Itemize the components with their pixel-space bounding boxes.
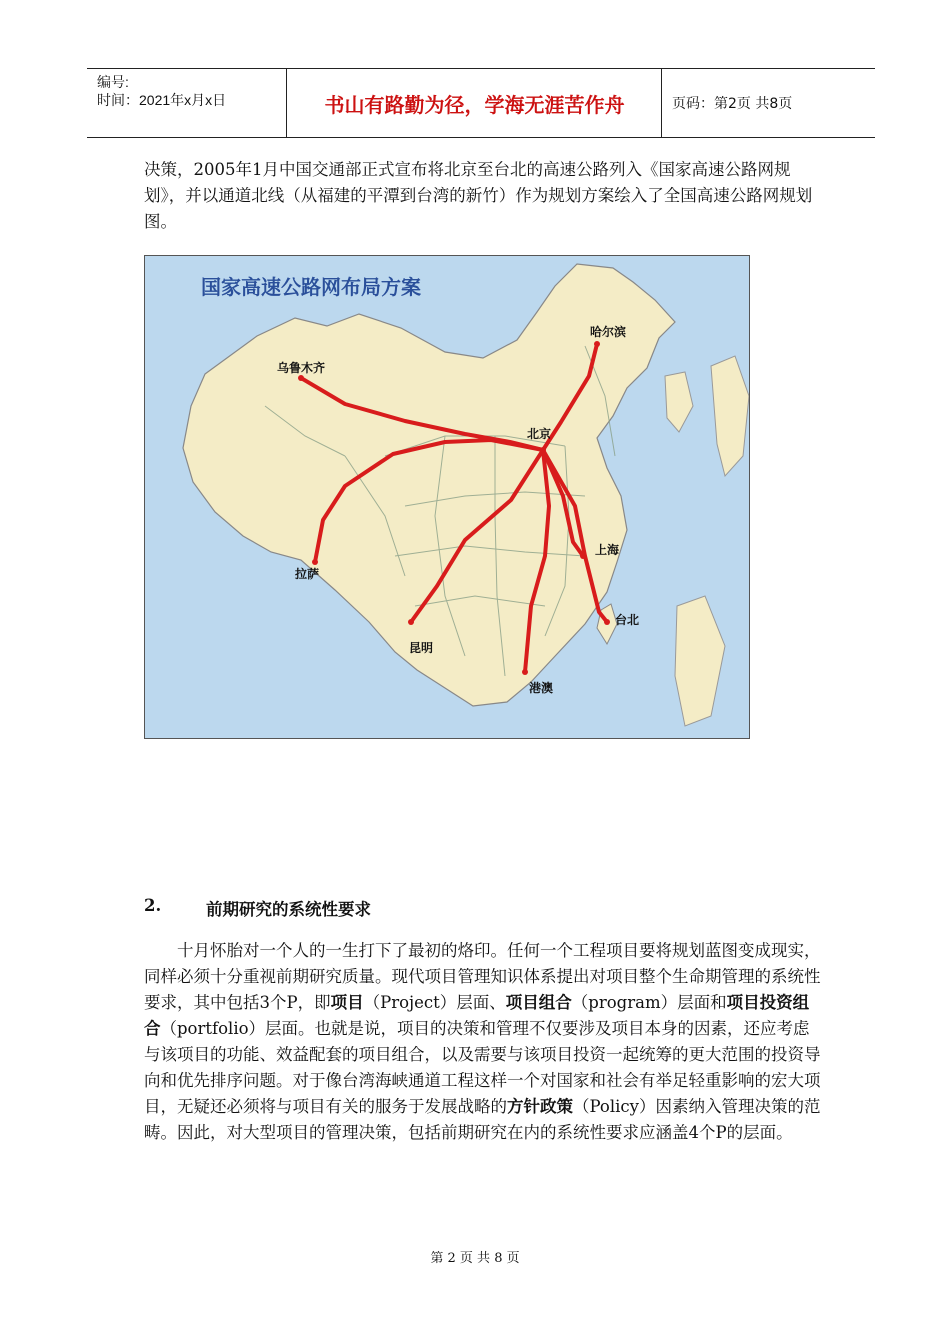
japan-islands — [711, 356, 749, 476]
korea-peninsula — [665, 372, 693, 432]
body-text-4: （portfolio）层面。也就是说，项目的决策和管理不仅要涉及项目本身的因素，还应考虑与该项目的功能、效益配套的项目组合，以及需要与该项目投资一起统筹的更大范围的投资导向和优先排序问题。对于像台湾海峡通道工程这样一个对国家和社会有举足轻重影响的宏大项目，无疑还必须将与项目有关的服务于发展战略的 — [144, 1019, 821, 1116]
body-text-5: （Policy）因素纳入管理决策的范畴。因此，对大型项目的管理决策，包括前期研究在内的系统性要求应涵盖4个P的层面。 — [144, 1097, 821, 1142]
term-portfolio: 项目投资组合 — [144, 993, 810, 1038]
city-label-harbin: 哈尔滨 — [590, 325, 627, 339]
header-meta — [87, 69, 287, 137]
city-label-hongkong: 港澳 — [529, 681, 554, 695]
map-svg — [145, 256, 750, 739]
map-title: 国家高速公路网布局方案 — [201, 275, 421, 299]
city-label-urumqi: 乌鲁木齐 — [277, 361, 326, 375]
section-number: 2. — [144, 896, 162, 915]
page-footer: 第 2 页 共 8 页 — [430, 1251, 520, 1266]
city-label-kunming: 昆明 — [409, 641, 434, 655]
city-label-taipei: 台北 — [615, 613, 640, 627]
header-motto: 书山有路勤为径，学海无涯苦作舟 — [288, 69, 662, 137]
city-label-shanghai: 上海 — [595, 543, 620, 557]
term-policy: 方针政策 — [507, 1097, 573, 1116]
philippines-islands — [675, 596, 725, 726]
city-label-lhasa: 拉萨 — [295, 567, 320, 581]
city-label-beijing: 北京 — [527, 427, 552, 441]
header-page-label: 页码：第2页 共8页 — [672, 96, 793, 112]
body-paragraph — [144, 938, 824, 1146]
body-text-3: （program）层面和 — [571, 993, 727, 1012]
term-project: 项目 — [330, 993, 364, 1012]
body-text-1: 十月怀胎对一个人的一生打下了最初的烙印。任何一个工程项目要将规划蓝图变成现实，同样必须十分重视前期研究质量。现代项目管理知识体系提出对项目整个生命期管理的系统性要求，其中包括3个P，即 — [144, 941, 821, 1012]
page-header — [87, 68, 875, 138]
term-program: 项目组合 — [505, 993, 572, 1012]
highway-network-map — [144, 255, 750, 739]
body-text-2: （Project）层面、 — [363, 993, 506, 1012]
intro-paragraph: 决策，2005年1月中国交通部正式宣布将北京至台北的高速公路列入《国家高速公路网规划》，并以通道北线（从福建的平潭到台湾的新竹）作为规划方案绘入了全国高速公路网规划图。 — [144, 160, 813, 231]
number-label: 编号: — [97, 74, 129, 90]
time-label: 时间：2021年x月x日 — [97, 92, 227, 108]
section-title: 前期研究的系统性要求 — [206, 900, 371, 919]
